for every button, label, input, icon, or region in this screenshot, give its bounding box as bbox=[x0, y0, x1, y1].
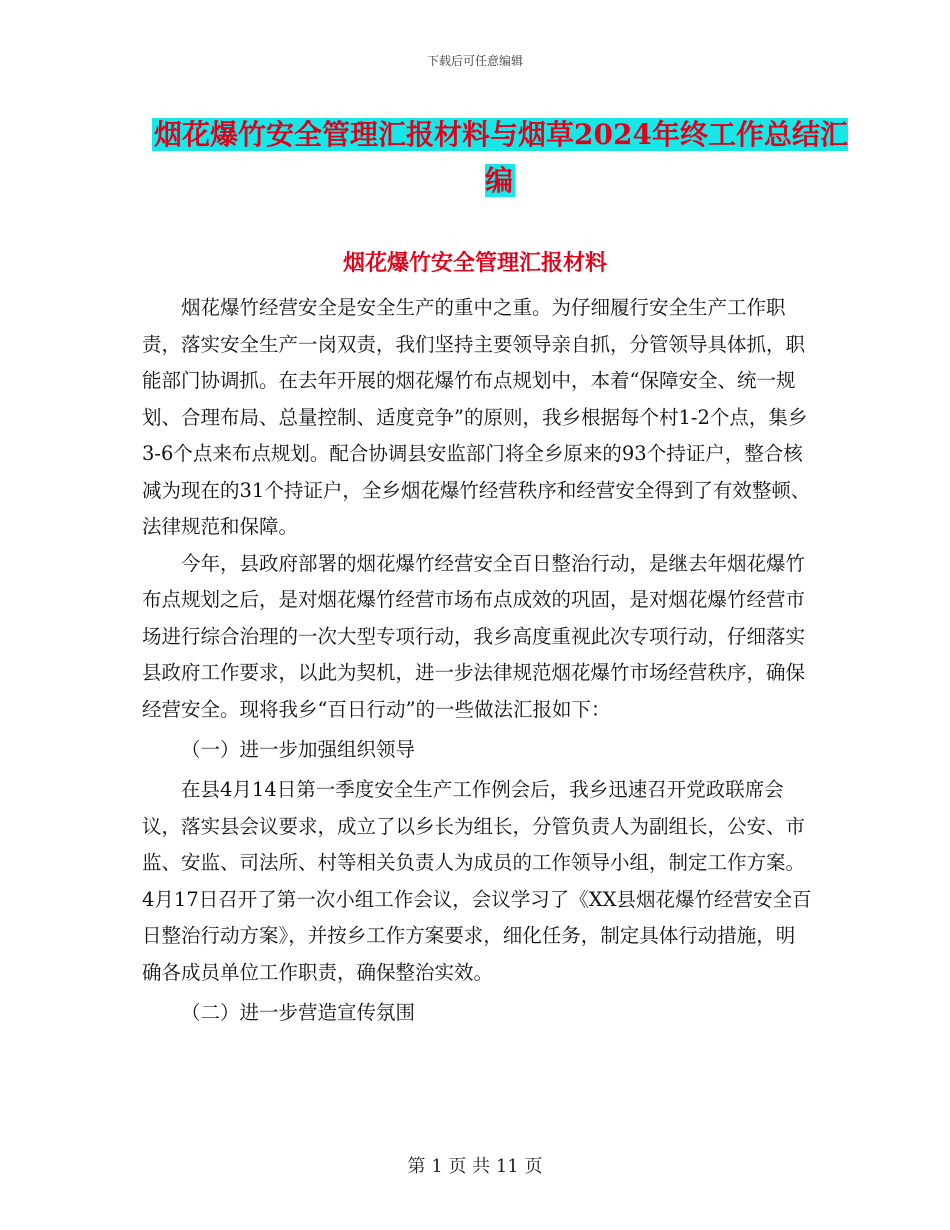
page-footer: 第 1 页 共 11 页 bbox=[407, 1156, 543, 1177]
paragraph-3: 在县4月14日第一季度安全生产工作例会后，我乡迅速召开党政联席会议，落实县会议要求，成立了以乡长为组长，分管负责人为副组长，公安、市监、安监、司法所、村等相关负责人为成员的工作领导小组，制定工作方案。4月17日召开了第一次小组工作会议，会议学习了《XX县烟花爆竹经营安全百日整治行动方案》，并按乡工作方案要求，细化任务，制定具体行动措施，明确各成员单位工作职责，确保整治实效。 bbox=[142, 778, 812, 984]
header-note: 下载后可任意编辑 bbox=[426, 54, 523, 68]
document-title-text: 烟花爆竹安全管理汇报材料与烟草2024年终工作总结汇编 bbox=[154, 118, 848, 197]
document-title bbox=[140, 112, 860, 204]
section-title: 烟花爆竹安全管理汇报材料 bbox=[342, 250, 607, 276]
document-body bbox=[142, 290, 812, 1035]
paragraph-2: 今年，县政府部署的烟花爆竹经营安全百日整治行动，是继去年烟花爆竹布点规划之后，是对烟花爆竹经营市场布点成效的巩固，是对烟花爆竹经营市场进行综合治理的一次大型专项行动，我乡高度重视此次专项行动，仔细落实县政府工作要求，以此为契机，进一步法律规范烟花爆竹市场经营秩序，确保经营安全。现将我乡“百日行动”的一些做法汇报如下： bbox=[142, 551, 806, 721]
paragraph-1: 烟花爆竹经营安全是安全生产的重中之重。为仔细履行安全生产工作职责，落实安全生产一岗双责，我们坚持主要领导亲自抓，分管领导具体抓，职能部门协调抓。在去年开展的烟花爆竹布点规划中，本着“保障安全、统一规划、合理布局、总量控制、适度竞争”的原则，我乡根据每个村1-2个点，集乡3-6个点来布点规划。配合协调县安监部门将全乡原来的93个持证户，整合核减为现在的31个持证户，全乡烟花爆竹经营秩序和经营安全得到了有效整顿、法律规范和保障。 bbox=[142, 296, 811, 538]
subheading-1: （一）进一步加强组织领导 bbox=[181, 738, 416, 761]
subheading-2: （二）进一步营造宣传氛围 bbox=[181, 1001, 416, 1024]
